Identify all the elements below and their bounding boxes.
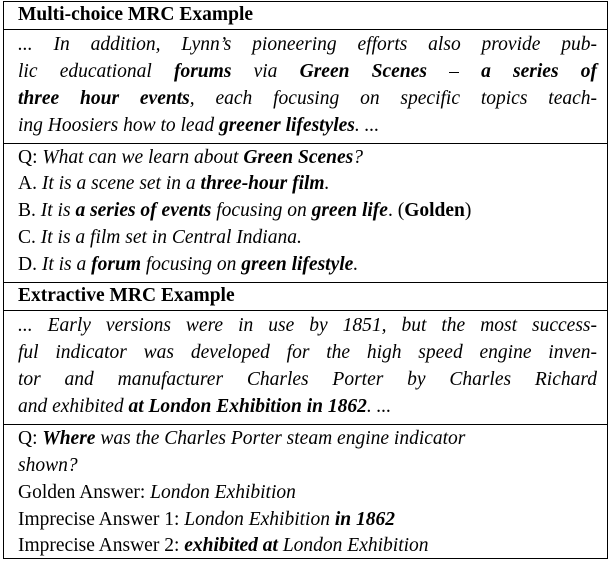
italic-text: focusing on [141, 254, 242, 275]
italic-text: . ... [366, 396, 392, 417]
italic-text: and exhibited [18, 396, 129, 417]
italic-text: ful indicator was developed for the high speed engine inven- [18, 342, 597, 363]
emphasis-text: Where [42, 428, 96, 449]
italic-text: ing Hoosiers how to lead [18, 115, 219, 136]
italic-text: ... Early versions were in use by 1851, but the most success- [18, 315, 597, 336]
italic-text: . [324, 173, 330, 194]
emphasis-text: exhibited at [184, 535, 278, 556]
italic-text: ? [353, 147, 364, 168]
emphasis-text: in 1862 [334, 509, 395, 530]
emphasis-text: forums [173, 61, 232, 82]
text-run: Q: [18, 147, 43, 168]
question2-line [18, 427, 465, 451]
italic-text: tor and manufacturer Charles Porter by Charles Richard [18, 369, 597, 390]
question2-line [18, 454, 78, 478]
golden-answer [18, 481, 296, 505]
passage1-line [18, 60, 597, 84]
italic-text: – [426, 61, 482, 82]
emphasis-text: green lifestyle [241, 254, 354, 275]
italic-text: It is a film set in Central Indiana. [40, 227, 302, 248]
text-run: D. [18, 254, 42, 275]
emphasis-text: three hour events [18, 88, 190, 109]
italic-text: What can we learn about [42, 147, 244, 168]
option-b [18, 199, 471, 223]
passage2-line [18, 314, 597, 338]
emphasis-text: green life [311, 200, 388, 221]
passage2-line [18, 395, 391, 419]
emphasis-text: greener lifestyles [218, 115, 355, 136]
question1-line [18, 146, 363, 170]
italic-text: London Exhibition [150, 482, 296, 503]
divider [4, 424, 607, 425]
passage1-line [18, 114, 379, 138]
italic-text: focusing on [211, 200, 312, 221]
imprecise-answer-1 [18, 508, 395, 532]
text-run: Imprecise Answer 2: [18, 535, 185, 556]
italic-text: It is [40, 200, 76, 221]
emphasis-text: three-hour film [200, 173, 325, 194]
emphasis-text: Green Scenes [299, 61, 427, 82]
passage1-line [18, 33, 597, 57]
divider [4, 282, 607, 283]
italic-text: It is a [41, 254, 92, 275]
divider [4, 143, 607, 144]
emphasis-text: a series of events [75, 200, 212, 221]
italic-text: . ... [354, 115, 380, 136]
text-run: Q: [18, 428, 43, 449]
text-run: ) [464, 200, 472, 221]
emphasis-text: Green Scenes [243, 147, 354, 168]
example-table [3, 1, 608, 559]
italic-text: . [353, 254, 359, 275]
imprecise-answer-2 [18, 534, 429, 558]
text-run: A. [18, 173, 42, 194]
italic-text: London Exhibition [184, 509, 335, 530]
italic-text: It is a scene set in a [41, 173, 201, 194]
italic-text: ... In addition, Lynn’s pioneering efforts also provide pub- [18, 34, 597, 55]
text-run: . ( [387, 200, 405, 221]
emphasis-text: a series of [481, 61, 597, 82]
text-run: C. [18, 227, 41, 248]
text-run: B. [18, 200, 41, 221]
italic-text: , each focusing on specific topics teach- [189, 88, 598, 109]
divider [4, 310, 607, 311]
emphasis-text: Golden [404, 200, 465, 221]
italic-text: London Exhibition [277, 535, 429, 556]
option-d [18, 253, 358, 277]
emphasis-text: forum [91, 254, 141, 275]
italic-text: lic educational [18, 61, 174, 82]
extractive-header: Extractive MRC Example [18, 285, 235, 306]
italic-text: was the Charles Porter steam engine indicator [95, 428, 466, 449]
passage1-line [18, 87, 597, 111]
divider [4, 29, 607, 30]
passage2-line [18, 368, 597, 392]
multi-choice-header: Multi-choice MRC Example [18, 4, 254, 25]
passage2-line [18, 341, 597, 365]
option-c [18, 226, 302, 250]
emphasis-text: at London Exhibition in 1862 [128, 396, 367, 417]
italic-text: shown? [18, 455, 78, 476]
text-run: Imprecise Answer 1: [18, 509, 185, 530]
italic-text: via [231, 61, 300, 82]
option-a [18, 172, 329, 196]
text-run: Golden Answer: [18, 482, 151, 503]
